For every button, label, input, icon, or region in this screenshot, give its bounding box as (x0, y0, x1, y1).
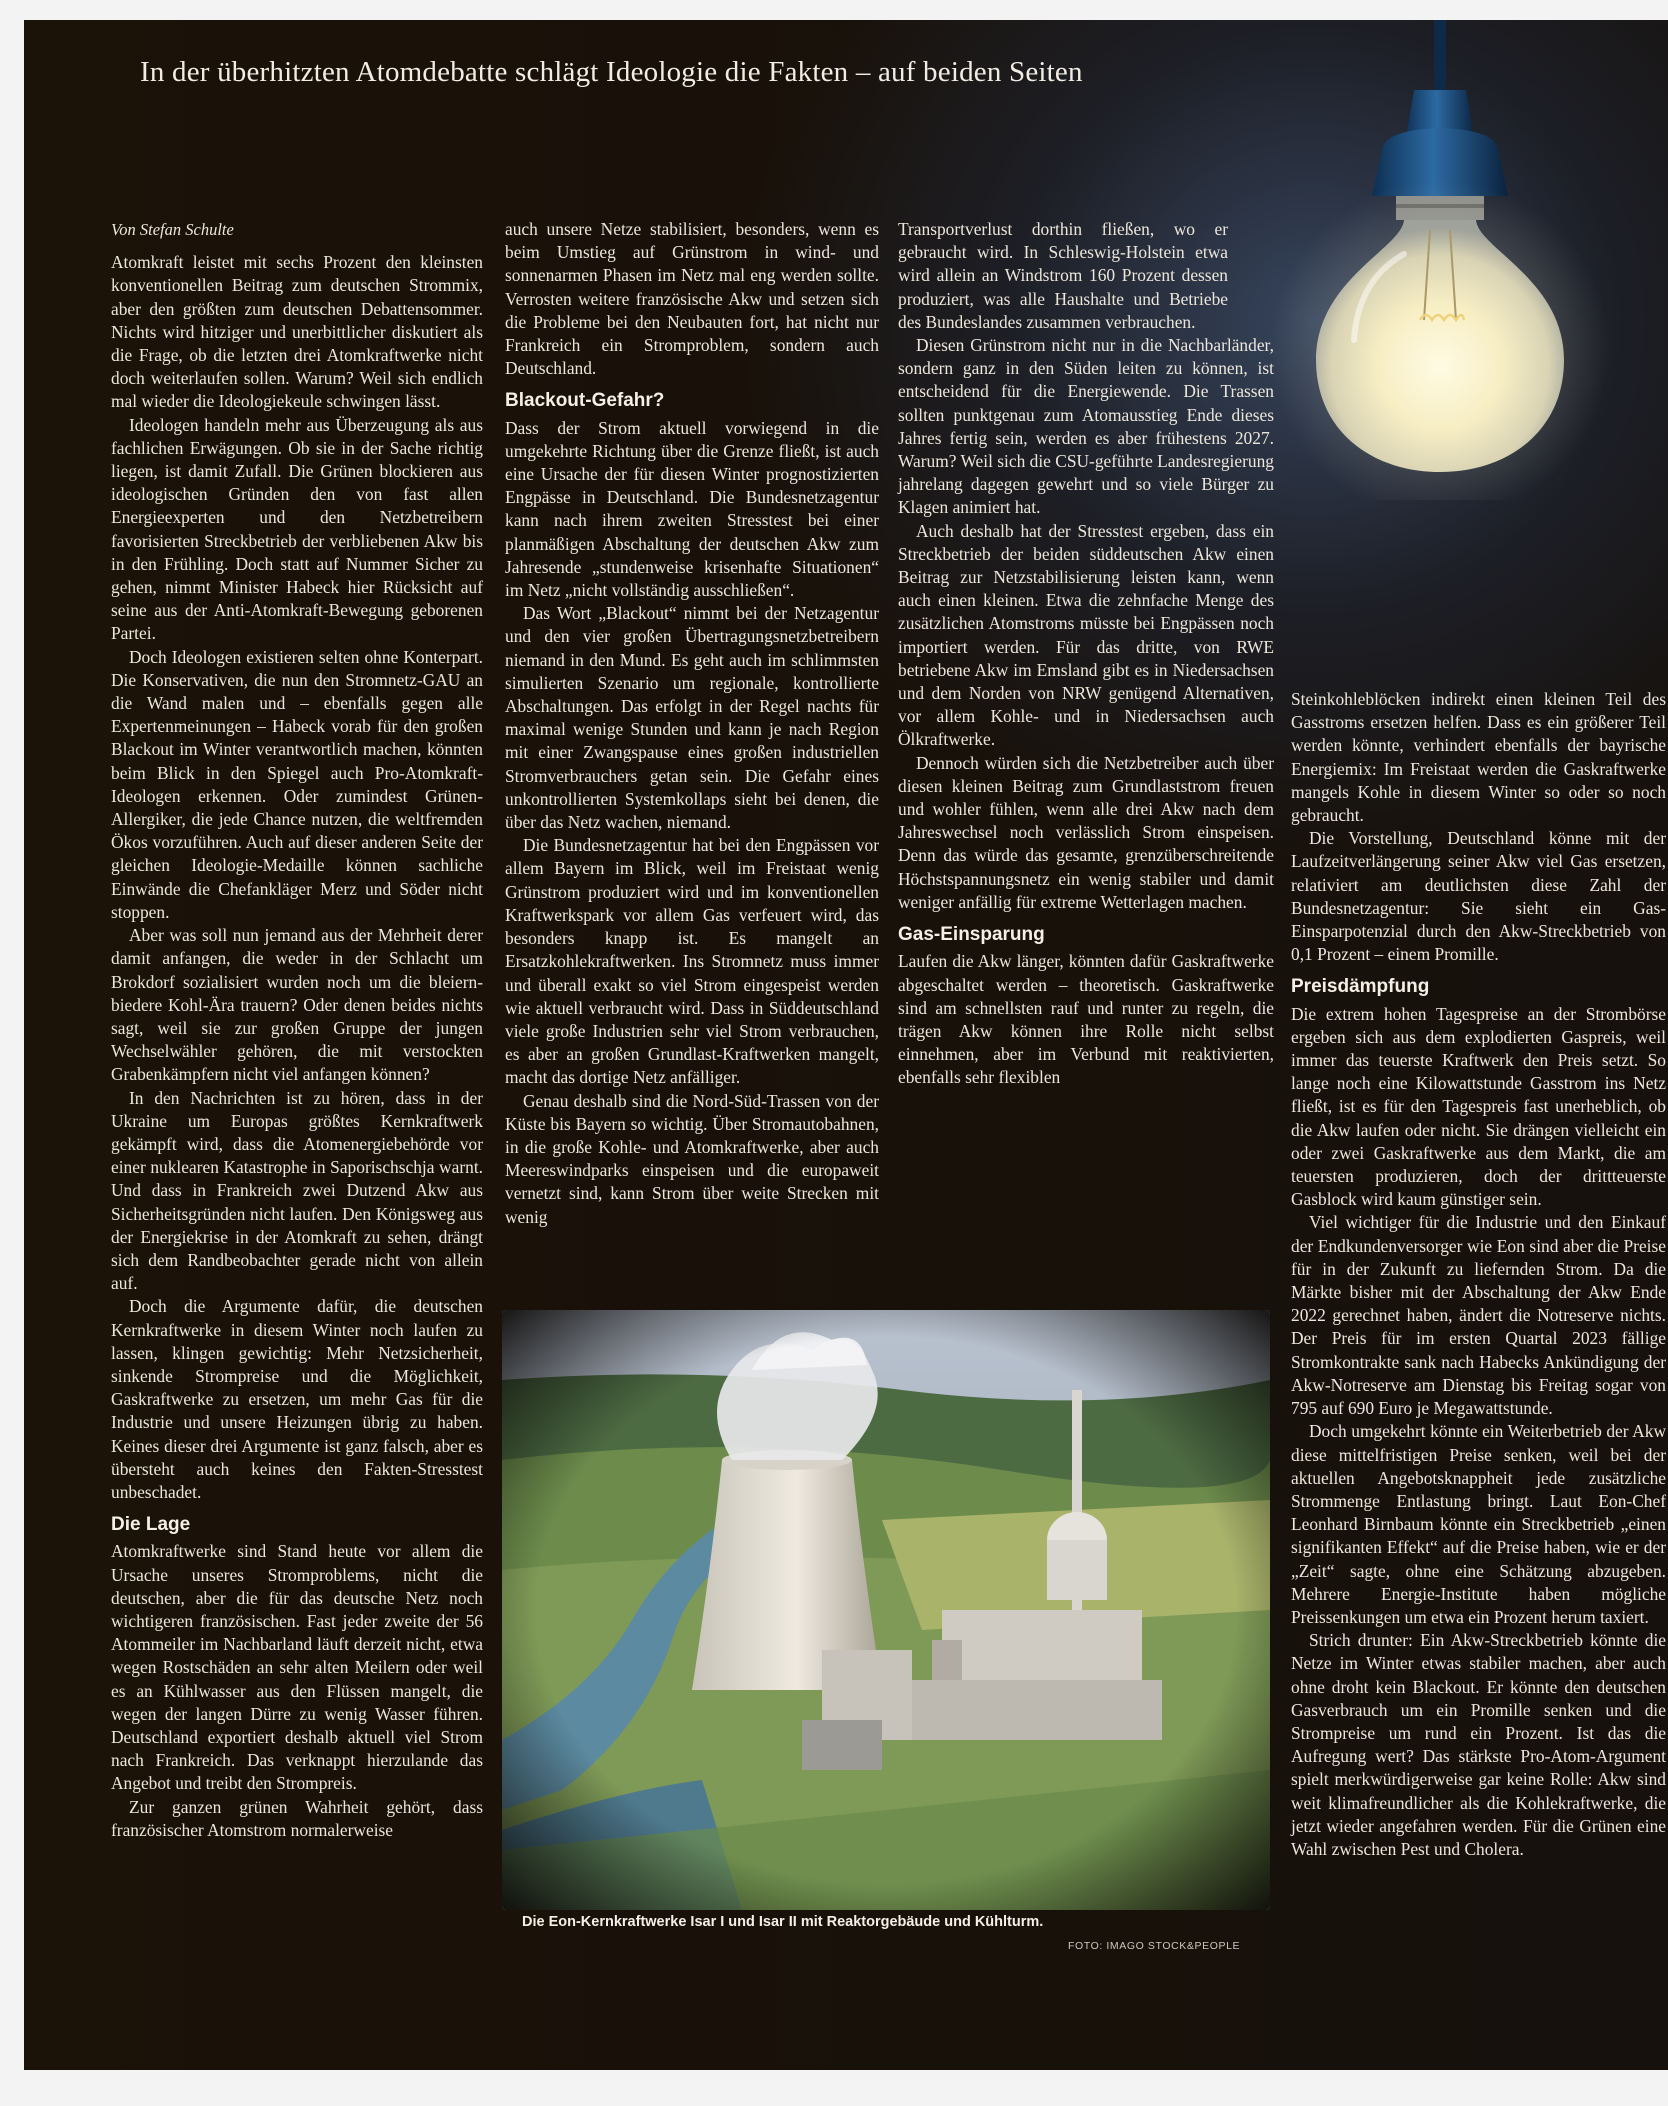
paragraph: Die Bundesnetzagentur hat bei den Engpässen vor allem Bayern im Blick, weil im Freistaat wenig Grünstrom produziert wird und im konventionellen Kraftwerkspark vor allem Gas verfeuert wird, das besonders knapp ist. Es mangelt an Ersatzkohlekraftwerken. Ins Stromnetz muss immer und überall exakt so viel Strom eingespeist werden wie aktuell verbraucht wird. Dass in Süddeutschland viele große Industrien sehr viel Strom verbrauchen, es aber an großen Grundlast-Kraftwerken mangelt, macht das dortige Netz anfälliger. (505, 835, 879, 1088)
section-heading: Gas-Einsparung (898, 924, 1045, 946)
light-bulb-icon (1264, 20, 1644, 500)
photo-caption: Die Eon-Kernkraftwerke Isar I und Isar II mit Reaktorgebäude und Kühlturm. (522, 1914, 1044, 1930)
paragraph: Viel wichtiger für die Industrie und den Einkauf der Endkundenversorger wie Eon sind aber die Preise für in der Zukunft zu liefernden Strom. Da die Märkte bisher mit der Abschaltung der Akw Ende 2022 gerechnet haben, ändert die Notreserve nichts. Der Preis für im ersten Quartal 2023 fällige Stromkontrakte sank nach Habecks Ankündigung der Akw-Notreserve am Dienstag bis Freitag sogar von 795 auf 690 Euro je Megawattstunde. (1291, 1212, 1666, 1419)
paragraph: Diesen Grünstrom nicht nur in die Nachbarländer, sondern ganz in den Süden leiten zu können, ist entscheidend für die Energiewende. Die Trassen sollten punktgenau zum Atomausstieg Ende dieses Jahres fertig sein, werden es aber frühestens 2027. Warum? Weil sich die CSU-geführte Landesregierung jahrelang dagegen gewehrt und so viele Bürger zu Klagen animiert hat. (898, 335, 1274, 518)
power-plant-photo (502, 1310, 1270, 1910)
paragraph: Laufen die Akw länger, könnten dafür Gaskraftwerke abgeschaltet werden – theoretisch. Gaskraftwerke sind am schnellsten rauf und runter zu regeln, die trägen Akw können ihre Rolle nicht selbst einnehmen, aber im Verbund mit reaktivierten, ebenfalls sehr flexiblen (898, 951, 1274, 1088)
paragraph: Doch Ideologen existieren selten ohne Konterpart. Die Konservativen, die nun den Stromnetz-GAU an die Wand malen und – ebenfalls gegen alle Expertenmeinungen – Habeck vorab für den großen Blackout im Winter verantwortlich machen, könnten beim Blick in den Spiegel auch Pro-Atomkraft-Ideologen erkennen. Oder zumindest Grünen-Allergiker, die jede Chance nutzen, die weltfremden Ökos vorzuführen. Auch auf dieser anderen Seite der gleichen Ideologie-Medaille können sachliche Einwände die Chefankläger Merz und Söder nicht stoppen. (111, 646, 483, 922)
paragraph: Das Wort „Blackout“ nimmt bei der Netzagentur und den vier großen Übertragungsnetzbetreibern niemand in den Mund. Es geht auch im schlimmsten simulierten Szenario um regionale, kontrollierte Abschaltungen. Das erfolgt in der Regel nachts für maximal wenige Stunden und kann je nach Region mit einer Zwangspause eines großen industriellen Stromverbrauchers getan sein. Die Gefahr eines unkontrollierten Systemkollaps sieht bei denen, die über das Netz wachen, niemand. (505, 603, 879, 833)
paragraph: Auch deshalb hat der Stresstest ergeben, dass ein Streckbetrieb der beiden süddeutschen Akw einen Beitrag zur Netzstabilisierung leisten kann, wenn auch einen kleinen. Etwa die zehnfache Menge des zusätzlichen Atomstroms müsste bei Engpässen noch importiert werden. Für das dritte, von RWE betriebene Akw im Emsland gibt es in Niedersachsen und dem Norden von NRW genügend Alternativen, vor allem Kohle- und in Niedersachsen auch Ölkraftwerke. (898, 520, 1274, 750)
newspaper-page (24, 20, 1668, 2070)
paragraph: Doch die Argumente dafür, die deutschen Kernkraftwerke in diesem Winter noch laufen zu lassen, klingen gewichtig: Mehr Netzsicherheit, sinkende Strompreise und die Möglichkeit, Gaskraftwerke zu ersetzen, um mehr Gas für die Industrie und unsere Heizungen übrig zu haben. Keines dieser drei Argumente ist ganz falsch, aber es übersteht auch keines den Fakten-Stresstest unbeschadet. (111, 1296, 483, 1502)
paragraph: Ideologen handeln mehr aus Überzeugung als aus fachlichen Erwägungen. Ob sie in der Sache richtig liegen, ist damit Zufall. Die Grünen blockieren aus ideologischen Gründen den von fast allen Energieexperten und den Netzbetreibern favorisierten Streckbetrieb der verbliebenen Akw bis in den Frühling. Doch statt auf Nummer Sicher zu gehen, nimmt Minister Habeck hier Rücksicht auf seine aus der Anti-Atomkraft-Bewegung geborenen Partei. (111, 414, 483, 644)
paragraph: auch unsere Netze stabilisiert, besonders, wenn es beim Umstieg auf Grünstrom in wind- und sonnenarmen Phasen im Netz mal eng werden sollte. Verrosten weitere französische Akw und setzen sich die Probleme bei den Neubauten fort, hat nicht nur Frankreich ein Stromproblem, sondern auch Deutschland. (505, 219, 879, 379)
paragraph: In den Nachrichten ist zu hören, dass in der Ukraine um Europas größtes Kernkraftwerk gekämpft wird, dass die Atomenergiebehörde vor einer nuklearen Katastrophe in Saporischschja warnt. Und dass in Frankreich zwei Dutzend Akw aus Sicherheitsgründen nicht laufen. Den Königsweg aus der Energiekrise in der Atomkraft zu sehen, drängt sich dem Randbeobachter gerade nicht von allein auf. (111, 1087, 483, 1294)
paragraph: Strich drunter: Ein Akw-Streckbetrieb könnte die Netze im Winter etwas stabiler machen, aber auch ohne droht kein Blackout. Er könnte den deutschen Gasverbrauch um ein Promille senken und die Strompreise um rund ein Prozent. Ist das die Aufregung wert? Das stärkste Pro-Atom-Argument spielt merkwürdigerweise gar keine Rolle: Akw sind weit klimafreundlicher als die Kohlekraftwerke, die jetzt wieder angefahren werden. Für die Grünen eine Wahl zwischen Pest und Cholera. (1291, 1630, 1666, 1859)
section-heading: Preisdämpfung (1291, 976, 1430, 998)
article-column-3 (898, 218, 1274, 1090)
paragraph: Atomkraft leistet mit sechs Prozent den kleinsten konventionellen Beitrag zum deutschen Strommix, aber den größten zum deutschen Debattensommer. Nichts wird hitziger und unerbittlicher diskutiert als die Frage, ob die letzten drei Atomkraftwerke nicht doch weiterlaufen sollen. Warum? Weil sich endlich mal wieder die Ideologiekeule schwingen lässt. (111, 252, 483, 412)
byline: Von Stefan Schulte (111, 220, 234, 239)
article-column-2 (505, 218, 879, 1229)
section-heading: Die Lage (111, 1514, 191, 1536)
paragraph: Steinkohleblöcken indirekt einen kleinen Teil des Gasstroms ersetzen helfen. Dass es ein größerer Teil werden könnte, verhindert ebenfalls der bayrische Energiemix: Im Freistaat werden die Gaskraftwerke mangels Kohle in diesem Winter so oder so noch gebraucht. (1291, 689, 1666, 826)
section-heading: Blackout-Gefahr? (505, 390, 665, 412)
paragraph: Genau deshalb sind die Nord-Süd-Trassen von der Küste bis Bayern so wichtig. Über Stromautobahnen, in die große Kohle- und Atomkraftwerke, aber auch Meereswindparks einspeisen und die europaweit vernetzt sind, kann Strom über weite Strecken mit wenig (505, 1090, 879, 1227)
light-bulb-illustration (1264, 20, 1644, 500)
paragraph: Dennoch würden sich die Netzbetreiber auch über diesen kleinen Beitrag zum Grundlaststrom freuen und wohler fühlen, wenn alle drei Akw nach dem Jahreswechsel noch verlässlich Strom einspeisen. Denn das würde das gesamte, grenzüberschreitende Höchstspannungsnetz ein wenig stabiler und damit weniger anfällig für extreme Wetterlagen machen. (898, 752, 1274, 912)
power-plant-image (502, 1310, 1270, 1910)
paragraph: Zur ganzen grünen Wahrheit gehört, dass französischer Atomstrom normalerweise (111, 1796, 483, 1840)
paragraph: Dass der Strom aktuell vorwiegend in die umgekehrte Richtung über die Grenze fließt, ist auch eine Ursache der für diesen Winter prognostizierten Engpässe in Deutschland. Die Bundesnetzagentur kann nach ihrem zweiten Stresstest bei einer planmäßigen Abschaltung der deutschen Akw zum Jahresende „stundenweise krisenhafte Situationen“ im Netz „nicht vollständig ausschließen“. (505, 417, 879, 601)
article-column-1 (111, 218, 483, 1842)
headline: In der überhitzten Atomdebatte schlägt Ideologie die Fakten – auf beiden Seiten (140, 56, 1083, 88)
paragraph: Aber was soll nun jemand aus der Mehrheit derer damit anfangen, die weder in der Schlacht um Brokdorf sozialisiert wurden noch um die bleiern-biedere Kohl-Ära trauern? Oder denen beides nichts sagt, weil sie zur großen Gruppe der jungen Wechselwähler gehören, die mit verstockten Grabenkämpfern nicht viel anfangen können? (111, 925, 483, 1085)
paragraph: Die Vorstellung, Deutschland könne mit der Laufzeitverlängerung seiner Akw viel Gas ersetzen, relativiert am deutlichsten diese Zahl der Bundesnetzagentur: Sie sieht ein Gas-Einsparpotenzial durch den Akw-Streckbetrieb von 0,1 Prozent – einem Promille. (1291, 828, 1666, 965)
paragraph: Die extrem hohen Tagespreise an der Strombörse ergeben sich aus dem explodierten Gaspreis, weil immer das teuerste Kraftwerk den Preis setzt. So lange noch eine Kilowattstunde Gasstrom ins Netz fließt, ist es für den Tagespreis fast unerheblich, ob die Akw laufen oder nicht. Sie drängen vielleicht ein oder zwei Gaskraftwerke aus dem Markt, die am teuersten produzieren, doch der drittteuerste Gasblock wird kaum günstiger sein. (1291, 1003, 1666, 1210)
paragraph: Atomkraftwerke sind Stand heute vor allem die Ursache unseres Stromproblems, nicht die deutschen, aber die für das deutsche Netz noch wichtigeren französischen. Fast jeder zweite der 56 Atommeiler im Nachbarland läuft derzeit nicht, etwa wegen Rostschäden an sehr alten Meilern oder weil es an Kühlwasser aus den Flüssen mangelt, die wegen der langen Dürre zu wenig Wasser führen. Deutschland exportiert deshalb aktuell viel Strom nach Frankreich. Das verknappt hierzulande das Angebot und treibt den Strompreis. (111, 1541, 483, 1794)
article-column-4 (1291, 688, 1666, 1861)
photo-credit: FOTO: IMAGO STOCK&PEOPLE (1068, 1940, 1241, 1952)
paragraph: Transportverlust dorthin fließen, wo er gebraucht wird. In Schleswig-Holstein etwa wird allein an Windstrom 160 Prozent dessen produziert, was alle Haushalte und Betriebe des Bundeslandes zusammen verbrauchen. (898, 219, 1228, 332)
paragraph: Doch umgekehrt könnte ein Weiterbetrieb der Akw diese mittelfristigen Preise senken, weil bei der aktuellen Angebotsknappheit jede zusätzliche Strommenge Entlastung bringt. Laut Eon-Chef Leonhard Birnbaum könnte ein Streckbetrieb „einen signifikanten Effekt“ auf die Preise haben, wie er der „Zeit“ sagte, ohne eine Schätzung abzugeben. Mehrere Energie-Institute haben mögliche Preissenkungen um etwa ein Prozent herum taxiert. (1291, 1421, 1666, 1627)
